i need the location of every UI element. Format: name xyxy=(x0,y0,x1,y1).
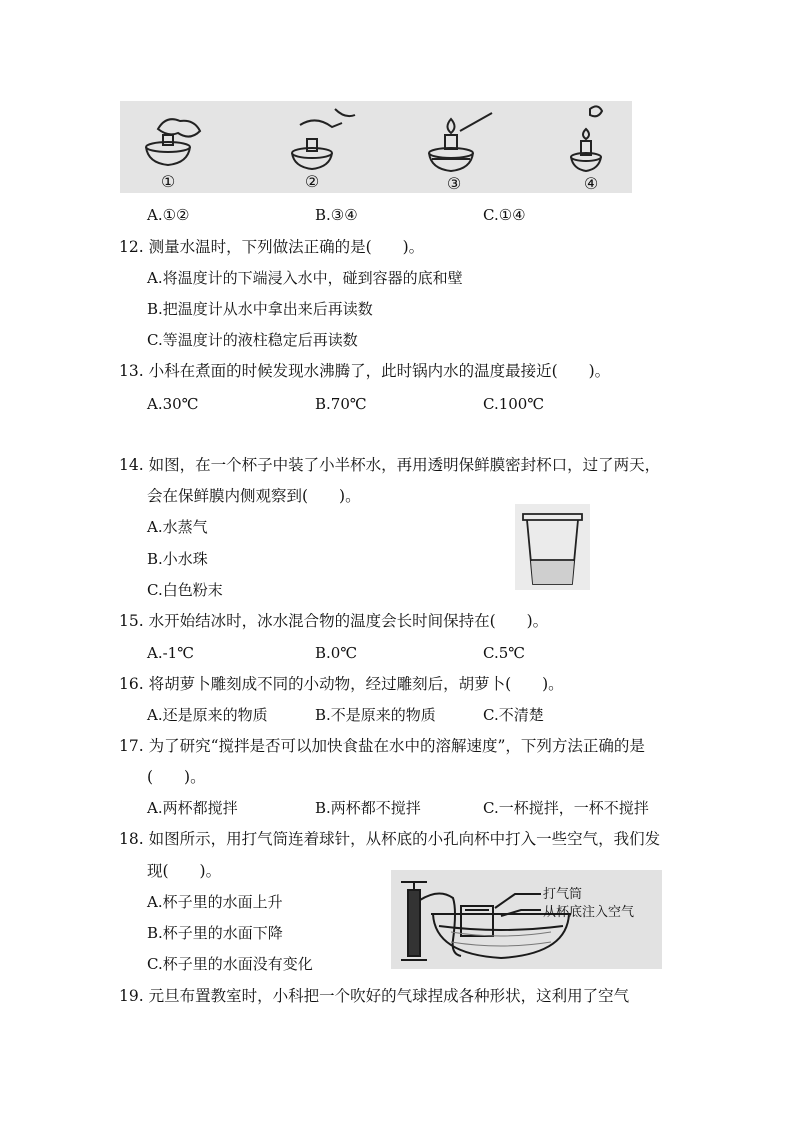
q16-option-c[interactable]: C.不清楚 xyxy=(483,706,544,724)
q11-option-c[interactable]: C.①④ xyxy=(483,206,526,224)
q13-option-a[interactable]: A.30℃ xyxy=(147,395,199,413)
q14-option-c[interactable]: C.白色粉末 xyxy=(147,581,223,599)
lamp-label-2: ② xyxy=(304,172,320,191)
q17-option-a[interactable]: A.两杯都搅拌 xyxy=(147,799,238,817)
q13-option-b[interactable]: B.70℃ xyxy=(315,395,367,413)
q11-option-b[interactable]: B.③④ xyxy=(315,206,358,224)
q18-option-a[interactable]: A.杯子里的水面上升 xyxy=(147,893,283,911)
inject-air-label: 从杯底注入空气 xyxy=(543,905,635,920)
alcohol-lamp-illustration xyxy=(120,101,632,193)
q18-stem-line2: 现( )。 xyxy=(147,862,222,880)
q14-stem-line1: 14. 如图，在一个杯子中装了小半杯水，再用透明保鲜膜密封杯口，过了两天， xyxy=(119,456,661,474)
q14-option-b[interactable]: B.小水珠 xyxy=(147,550,208,568)
q17-stem-line1: 17. 为了研究“搅拌是否可以加快食盐在水中的溶解速度”，下列方法正确的是 xyxy=(119,737,645,755)
q18-stem-line1: 18. 如图所示，用打气筒连着球针，从杯底的小孔向杯中打入一些空气，我们发 xyxy=(119,830,661,848)
q15-option-a[interactable]: A.-1℃ xyxy=(147,644,194,662)
pump-label: 打气筒 xyxy=(543,887,583,902)
q17-option-b[interactable]: B.两杯都不搅拌 xyxy=(315,799,421,817)
q12-stem: 12. 测量水温时，下列做法正确的是( )。 xyxy=(119,238,425,256)
q12-option-c[interactable]: C.等温度计的液柱稳定后再读数 xyxy=(147,331,358,349)
q15-option-b[interactable]: B.0℃ xyxy=(315,644,358,662)
q17-option-c[interactable]: C.一杯搅拌，一杯不搅拌 xyxy=(483,799,649,817)
lamp-label-1: ① xyxy=(160,172,176,191)
cup-illustration xyxy=(515,504,590,590)
lamp-label-3: ③ xyxy=(446,174,462,193)
q19-stem: 19. 元旦布置教室时，小科把一个吹好的气球捏成各种形状，这利用了空气 xyxy=(119,987,630,1005)
q16-stem: 16. 将胡萝卜雕刻成不同的小动物，经过雕刻后，胡萝卜( )。 xyxy=(119,675,564,693)
lamp-label-4: ④ xyxy=(583,174,599,193)
q18-option-b[interactable]: B.杯子里的水面下降 xyxy=(147,924,283,942)
q16-option-a[interactable]: A.还是原来的物质 xyxy=(147,706,268,724)
q14-option-a[interactable]: A.水蒸气 xyxy=(147,518,208,536)
q14-stem-line2: 会在保鲜膜内侧观察到( )。 xyxy=(147,487,361,505)
q18-option-c[interactable]: C.杯子里的水面没有变化 xyxy=(147,955,313,973)
pump-figure xyxy=(391,870,662,969)
q16-option-b[interactable]: B.不是原来的物质 xyxy=(315,706,436,724)
q11-option-a[interactable]: A.①② xyxy=(147,206,190,224)
cup-figure xyxy=(515,504,590,590)
q12-option-b[interactable]: B.把温度计从水中拿出来后再读数 xyxy=(147,300,373,318)
pump-illustration xyxy=(391,870,662,969)
q15-option-c[interactable]: C.5℃ xyxy=(483,644,526,662)
q15-stem: 15. 水开始结冰时，冰水混合物的温度会长时间保持在( )。 xyxy=(119,612,549,630)
q13-stem: 13. 小科在煮面的时候发现水沸腾了，此时锅内水的温度最接近( )。 xyxy=(119,362,611,380)
q17-stem-line2: ( )。 xyxy=(147,768,206,786)
q12-option-a[interactable]: A.将温度计的下端浸入水中，碰到容器的底和壁 xyxy=(147,269,463,287)
q13-option-c[interactable]: C.100℃ xyxy=(483,395,545,413)
alcohol-lamp-figure xyxy=(120,101,632,193)
